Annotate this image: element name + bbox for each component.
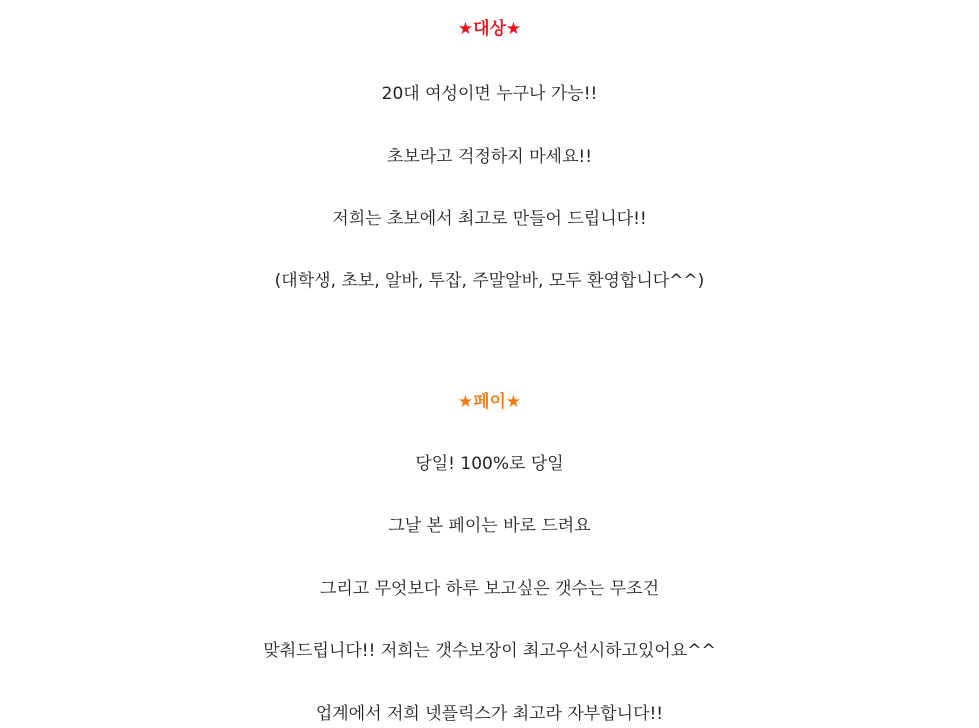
body-line: 저희는 초보에서 최고로 만들어 드립니다!! <box>332 209 647 229</box>
body-line: (대학생, 초보, 알바, 투잡, 주말알바, 모두 환영합니다^^) <box>274 271 705 291</box>
section-heading-pay: ★페이★ <box>457 392 522 412</box>
body-line: 초보라고 걱정하지 마세요!! <box>386 147 593 167</box>
body-line: 그리고 무엇보다 하루 보고싶은 갯수는 무조건 <box>319 579 660 599</box>
body-line: 업계에서 저희 넷플릭스가 최고라 자부합니다!! <box>315 704 664 724</box>
body-line: 20대 여성이면 누구나 가능!! <box>381 84 598 104</box>
body-line: 맞춰드립니다!! 저희는 갯수보장이 최고우선시하고있어요^^ <box>263 641 716 661</box>
body-line: 그날 본 페이는 바로 드려요 <box>388 516 591 536</box>
body-line: 당일! 100%로 당일 <box>415 454 564 474</box>
section-heading-target: ★대상★ <box>457 19 522 39</box>
